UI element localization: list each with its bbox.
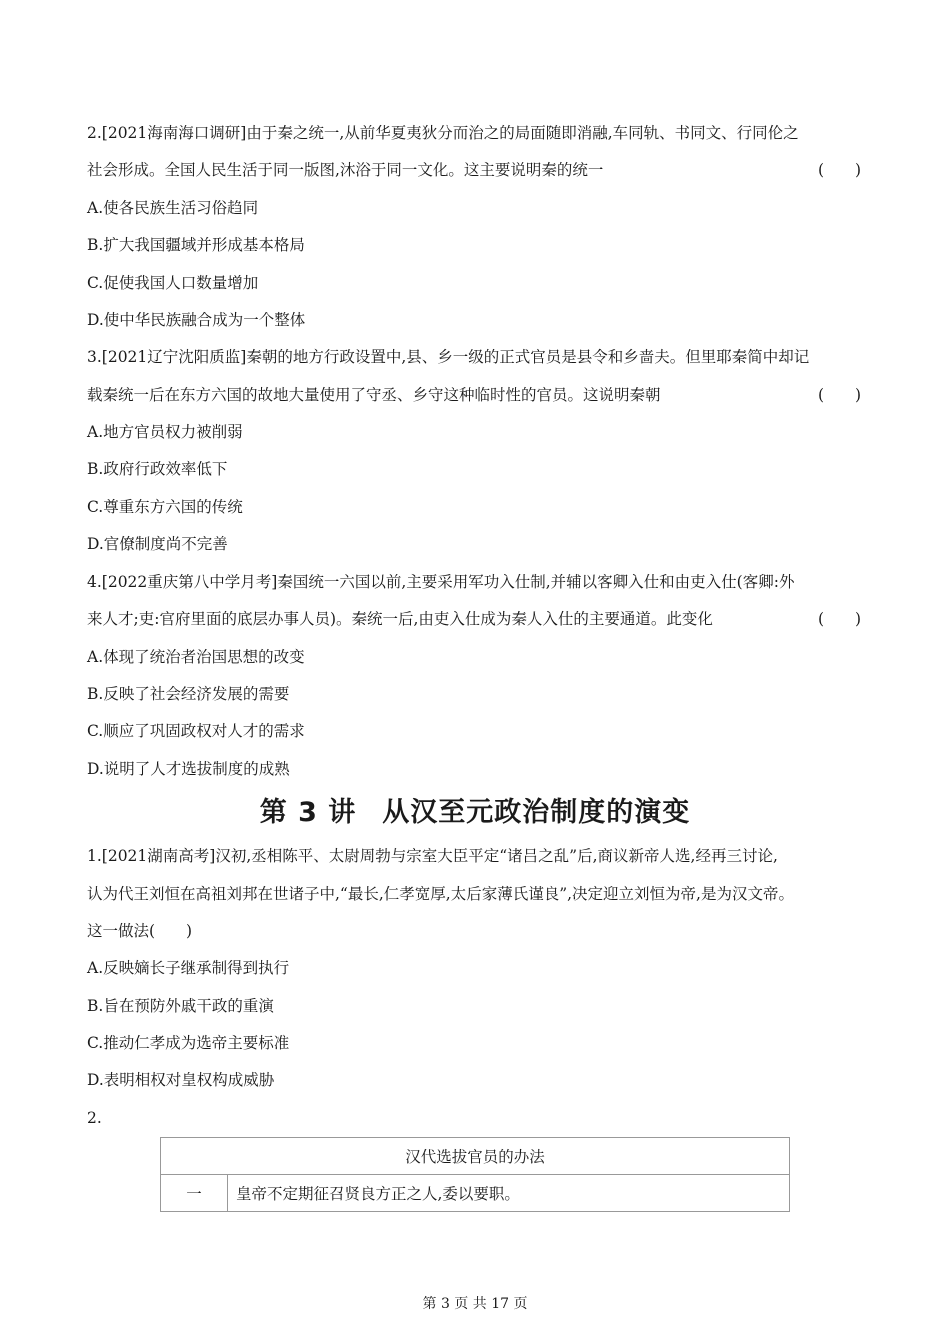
q3-option-b: B.政府行政效率低下 xyxy=(87,460,228,478)
q3-stem-line1: 3.[2021辽宁沈阳质监]秦朝的地方行政设置中,县、乡一级的正式官员是县令和乡啬夫。但里耶秦简中却记 xyxy=(87,348,810,366)
q2-stem-line2: 社会形成。全国人民生活于同一版图,沐浴于同一文化。这主要说明秦的统一 xyxy=(87,161,604,179)
q3-option-d: D.官僚制度尚不完善 xyxy=(87,535,228,553)
table-header-row xyxy=(161,1138,790,1175)
section-title-text: 从汉至元政治制度的演变 xyxy=(382,797,691,828)
s1-option-a: A.反映嫡长子继承制得到执行 xyxy=(87,959,290,977)
table-row xyxy=(161,1175,790,1212)
q4-answer-paren: ( ) xyxy=(818,610,862,628)
q3-option-a: A.地方官员权力被削弱 xyxy=(87,423,243,441)
q4-stem-line2: 来人才;吏:官府里面的底层办事人员)。秦统一后,由吏入仕成为秦人入仕的主要通道。此变化 xyxy=(87,610,713,628)
s1-stem-line2: 认为代王刘恒在高祖刘邦在世诸子中,“最长,仁孝宽厚,太后家薄氏谨良”,决定迎立刘恒为帝,是为汉文帝。 xyxy=(87,885,794,903)
s1-option-c: C.推动仁孝成为选帝主要标准 xyxy=(87,1034,290,1052)
q2-option-c: C.促使我国人口数量增加 xyxy=(87,274,259,292)
q3-answer-paren: ( ) xyxy=(818,386,862,404)
q2-stem-line1: 2.[2021海南海口调研]由于秦之统一,从前华夏夷狄分而治之的局面随即消融,车同轨、书同文、行同伦之 xyxy=(87,124,799,142)
section-heading xyxy=(0,795,950,831)
q4-option-b: B.反映了社会经济发展的需要 xyxy=(87,685,290,703)
q4-option-d: D.说明了人才选拔制度的成熟 xyxy=(87,760,290,778)
table-header: 汉代选拔官员的办法 xyxy=(161,1138,790,1175)
q2-option-b: B.扩大我国疆域并形成基本格局 xyxy=(87,236,305,254)
q4-option-c: C.顺应了巩固政权对人才的需求 xyxy=(87,722,305,740)
table-cell-num: 一 xyxy=(161,1175,228,1212)
q4-option-a: A.体现了统治者治国思想的改变 xyxy=(87,648,305,666)
s1-stem-line1: 1.[2021湖南高考]汉初,丞相陈平、太尉周勃与宗室大臣平定“诸吕之乱”后,商议新帝人选,经再三讨论, xyxy=(87,847,778,865)
q2-option-a: A.使各民族生活习俗趋同 xyxy=(87,199,259,217)
s1-option-b: B.旨在预防外戚干政的重演 xyxy=(87,997,274,1015)
q2-option-d: D.使中华民族融合成为一个整体 xyxy=(87,311,306,329)
s1-option-d: D.表明相权对皇权构成威胁 xyxy=(87,1071,275,1089)
table-cell-text: 皇帝不定期征召贤良方正之人,委以要职。 xyxy=(228,1175,790,1212)
q4-stem-line1: 4.[2022重庆第八中学月考]秦国统一六国以前,主要采用军功入仕制,并辅以客卿入仕和由吏入仕(客卿:外 xyxy=(87,573,795,591)
s1-stem-line3: 这一做法( ) xyxy=(87,922,193,940)
s2-number: 2. xyxy=(87,1109,102,1127)
q3-stem-line2: 载秦统一后在东方六国的故地大量使用了守丞、乡守这种临时性的官员。这说明秦朝 xyxy=(87,386,661,404)
q3-option-c: C.尊重东方六国的传统 xyxy=(87,498,243,516)
lecture-number: 第 3 讲 xyxy=(259,797,357,828)
page-footer: 第 3 页 共 17 页 xyxy=(422,1296,528,1312)
officials-table xyxy=(160,1137,790,1212)
q2-answer-paren: ( ) xyxy=(818,161,862,179)
